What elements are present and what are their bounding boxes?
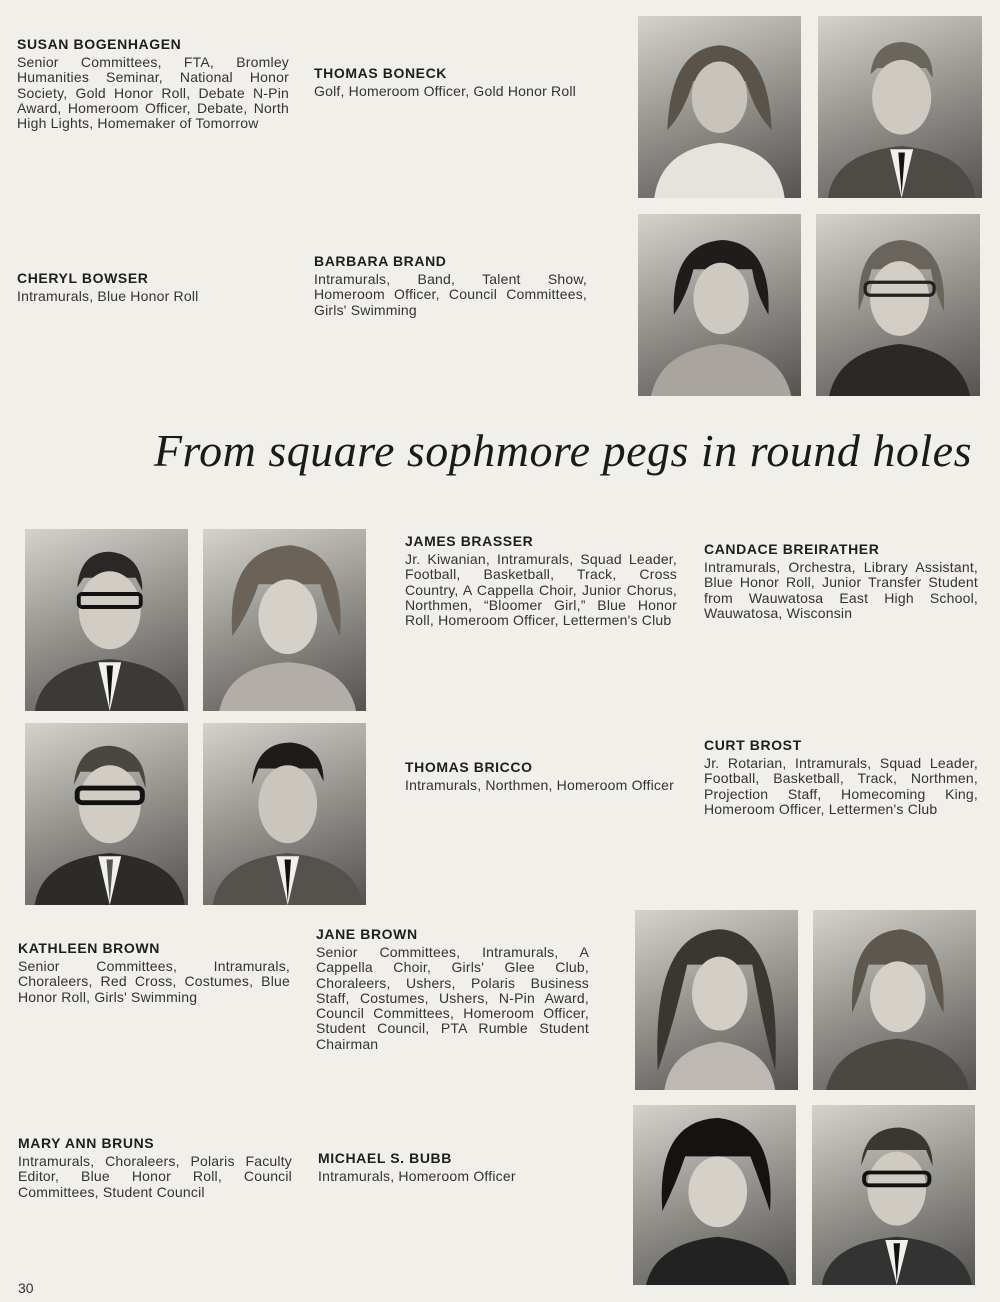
student-activities: Intramurals, Northmen, Homeroom Officer — [405, 777, 674, 793]
portrait-photo-jane-brown — [813, 910, 976, 1090]
student-activities: Golf, Homeroom Officer, Gold Honor Roll — [314, 83, 576, 99]
portrait-photo-candace-breirather — [203, 529, 366, 711]
student-activities: Senior Committees, Intramurals, Choraleers, Red Cross, Costumes, Blue Honor Roll, Girls' Swimming — [18, 958, 290, 1005]
student-name: KATHLEEN BROWN — [18, 940, 160, 956]
student-entry-thomas-bricco — [405, 759, 677, 793]
student-name: JAMES BRASSER — [405, 533, 534, 549]
portrait-photo-cheryl-bowser — [638, 214, 801, 396]
student-entry-thomas-boneck — [314, 65, 587, 99]
portrait-photo-susan-bogenhagen — [638, 16, 801, 198]
student-entry-kathleen-brown — [18, 940, 290, 1005]
portrait-photo-thomas-bricco — [25, 723, 188, 905]
student-entry-susan-bogenhagen — [17, 36, 289, 131]
portrait-photo-barbara-brand — [816, 214, 980, 396]
portrait-photo-kathleen-brown — [635, 910, 798, 1090]
student-name: SUSAN BOGENHAGEN — [17, 36, 182, 52]
page-number: 30 — [18, 1280, 34, 1296]
student-name: THOMAS BRICCO — [405, 759, 533, 775]
student-activities: Intramurals, Homeroom Officer — [318, 1168, 516, 1184]
student-name: JANE BROWN — [316, 926, 418, 942]
student-activities: Intramurals, Band, Talent Show, Homeroom Officer, Council Committees, Girls' Swimming — [314, 271, 587, 318]
portrait-photo-thomas-boneck — [818, 16, 982, 198]
portrait-photo-curt-brost — [203, 723, 366, 905]
student-entry-michael-bubb — [318, 1150, 591, 1184]
student-activities: Jr. Rotarian, Intramurals, Squad Leader, Football, Basketball, Track, Northmen, Projection Staff, Homecoming King, Homeroom Officer, Lettermen's Club — [704, 755, 978, 817]
portrait-photo-james-brasser — [25, 529, 188, 711]
student-name: BARBARA BRAND — [314, 253, 447, 269]
student-name: CURT BROST — [704, 737, 802, 753]
student-entry-curt-brost — [704, 737, 978, 817]
student-name: MARY ANN BRUNS — [18, 1135, 155, 1151]
student-entry-james-brasser — [405, 533, 677, 628]
student-name: THOMAS BONECK — [314, 65, 448, 81]
student-entry-cheryl-bowser — [17, 270, 289, 304]
student-activities: Senior Committees, FTA, Bromley Humanities Seminar, National Honor Society, Gold Honor Roll, Debate N-Pin Award, Homeroom Officer, Debate, North High Lights, Homemaker of Tomorrow — [17, 54, 289, 132]
student-activities: Intramurals, Choraleers, Polaris Faculty Editor, Blue Honor Roll, Council Committees, Student Council — [18, 1153, 292, 1200]
student-entry-mary-ann-bruns — [18, 1135, 292, 1200]
portrait-photo-michael-bubb — [812, 1105, 975, 1285]
student-name: CANDACE BREIRATHER — [704, 541, 880, 557]
student-entry-jane-brown — [316, 926, 589, 1052]
student-activities: Intramurals, Orchestra, Library Assistant, Blue Honor Roll, Junior Transfer Student from Wauwatosa East High School, Wauwatosa, Wisconsin — [704, 559, 978, 621]
portrait-photo-mary-ann-bruns — [633, 1105, 796, 1285]
student-name: MICHAEL S. BUBB — [318, 1150, 452, 1166]
student-activities: Senior Committees, Intramurals, A Cappella Choir, Girls' Glee Club, Choraleers, Ushers, Polaris Business Staff, Costumes, Ushers, N-Pin Award, Council Committees, Homeroom Officer, Student Council, PTA Rumble Student Chairman — [316, 944, 589, 1052]
student-entry-candace-breirather — [704, 541, 978, 621]
student-entry-barbara-brand — [314, 253, 587, 318]
student-activities: Jr. Kiwanian, Intramurals, Squad Leader, Football, Basketball, Track, Cross Country, A Cappella Choir, Junior Chorus, Northmen, “Bloomer Girl,” Blue Honor Roll, Homeroom Officer, Lettermen's Club — [405, 551, 677, 629]
page-headline: From square sophmore pegs in round holes — [153, 425, 972, 476]
student-activities: Intramurals, Blue Honor Roll — [17, 288, 199, 304]
student-name: CHERYL BOWSER — [17, 270, 149, 286]
